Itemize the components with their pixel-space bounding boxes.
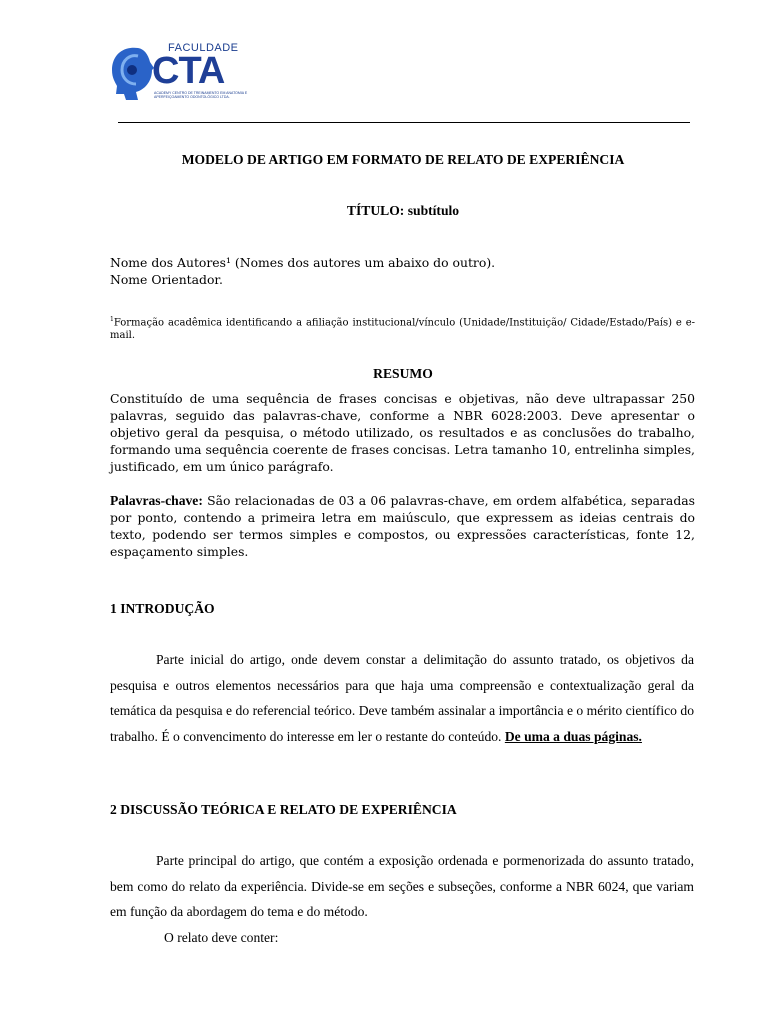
introducao-text: Parte inicial do artigo, onde devem constar a delimitação do assunto tratado, os objetivos da pesquisa e outros elementos necessários para que haja uma compreensão e contextualização geral da temática da pesquisa e do referencial teórico. Deve também assinalar a importância e o mérito científico do trabalho. É o convencimento do interesse em ler o restante do conteúdo.: [110, 652, 694, 744]
logo-subtitle: ACADEMY CENTRO DE TREINAMENTO EM ANATOMIA E APERFEIÇOAMENTO ODONTOLÓGICO LTDA.: [154, 91, 248, 99]
affiliation-marker: 1: [110, 316, 114, 323]
affiliation-note: [110, 313, 695, 342]
authors-line: Nome dos Autores¹ (Nomes dos autores um abaixo do outro).: [110, 255, 496, 270]
discussao-body: [110, 848, 694, 950]
head-profile-icon: [108, 44, 156, 102]
keywords-paragraph: [110, 492, 695, 560]
discussao-paragraph: Parte principal do artigo, que contém a exposição ordenada e pormenorizada do assunto tratado, bem como do relato da experiência. Divide-se em seções e subseções, conforme a NBR 6024, que variam em função da abordagem do tema e do método.: [110, 853, 694, 919]
keywords-text: São relacionadas de 03 a 06 palavras-chave, em ordem alfabética, separadas por ponto, contendo a primeira letra em maiúsculo, que expressem as ideias centrais do texto, podendo ser termos simples e compostos, ou expressões características, fonte 12, espaçamento simples.: [110, 493, 695, 559]
section-heading-introducao: 1 INTRODUÇÃO: [110, 601, 215, 616]
introducao-emphasis: De uma a duas páginas.: [504, 728, 642, 744]
advisor-line: Nome Orientador.: [110, 272, 223, 287]
resumo-heading: RESUMO: [373, 366, 433, 381]
keywords-label: Palavras-chave:: [110, 493, 203, 508]
relato-intro-paragraph: O relato deve conter:: [164, 929, 279, 945]
logo-cta-text: CTA: [152, 50, 225, 92]
authors-block: [110, 254, 695, 288]
header-rule: [118, 122, 690, 123]
affiliation-text: Formação acadêmica identificando a afiliação institucional/vínculo (Unidade/Instituição/ Cidade/Estado/País) e e-mail.: [110, 317, 695, 342]
document-title: MODELO DE ARTIGO EM FORMATO DE RELATO DE EXPERIÊNCIA: [181, 152, 625, 167]
title-subtitle-line: TÍTULO: subtítulo: [346, 203, 460, 218]
faculdade-cta-logo: [108, 42, 268, 102]
introducao-paragraph: [110, 647, 694, 749]
introducao-body: [110, 647, 694, 749]
resumo-text: Constituído de uma sequência de frases concisas e objetivas, não deve ultrapassar 250 palavras, seguido das palavras-chave, conforme a NBR 6028:2003. Deve apresentar o objetivo geral da pesquisa, o método utilizado, os resultados e as conclusões do trabalho, formando uma sequência coerente de frases concisas. Letra tamanho 10, entrelinha simples, justificado, em um único parágrafo.: [110, 391, 695, 474]
logo-faculdade-text: FACULDADE: [168, 42, 239, 54]
section-heading-discussao: 2 DISCUSSÃO TEÓRICA E RELATO DE EXPERIÊNCIA: [110, 802, 457, 817]
